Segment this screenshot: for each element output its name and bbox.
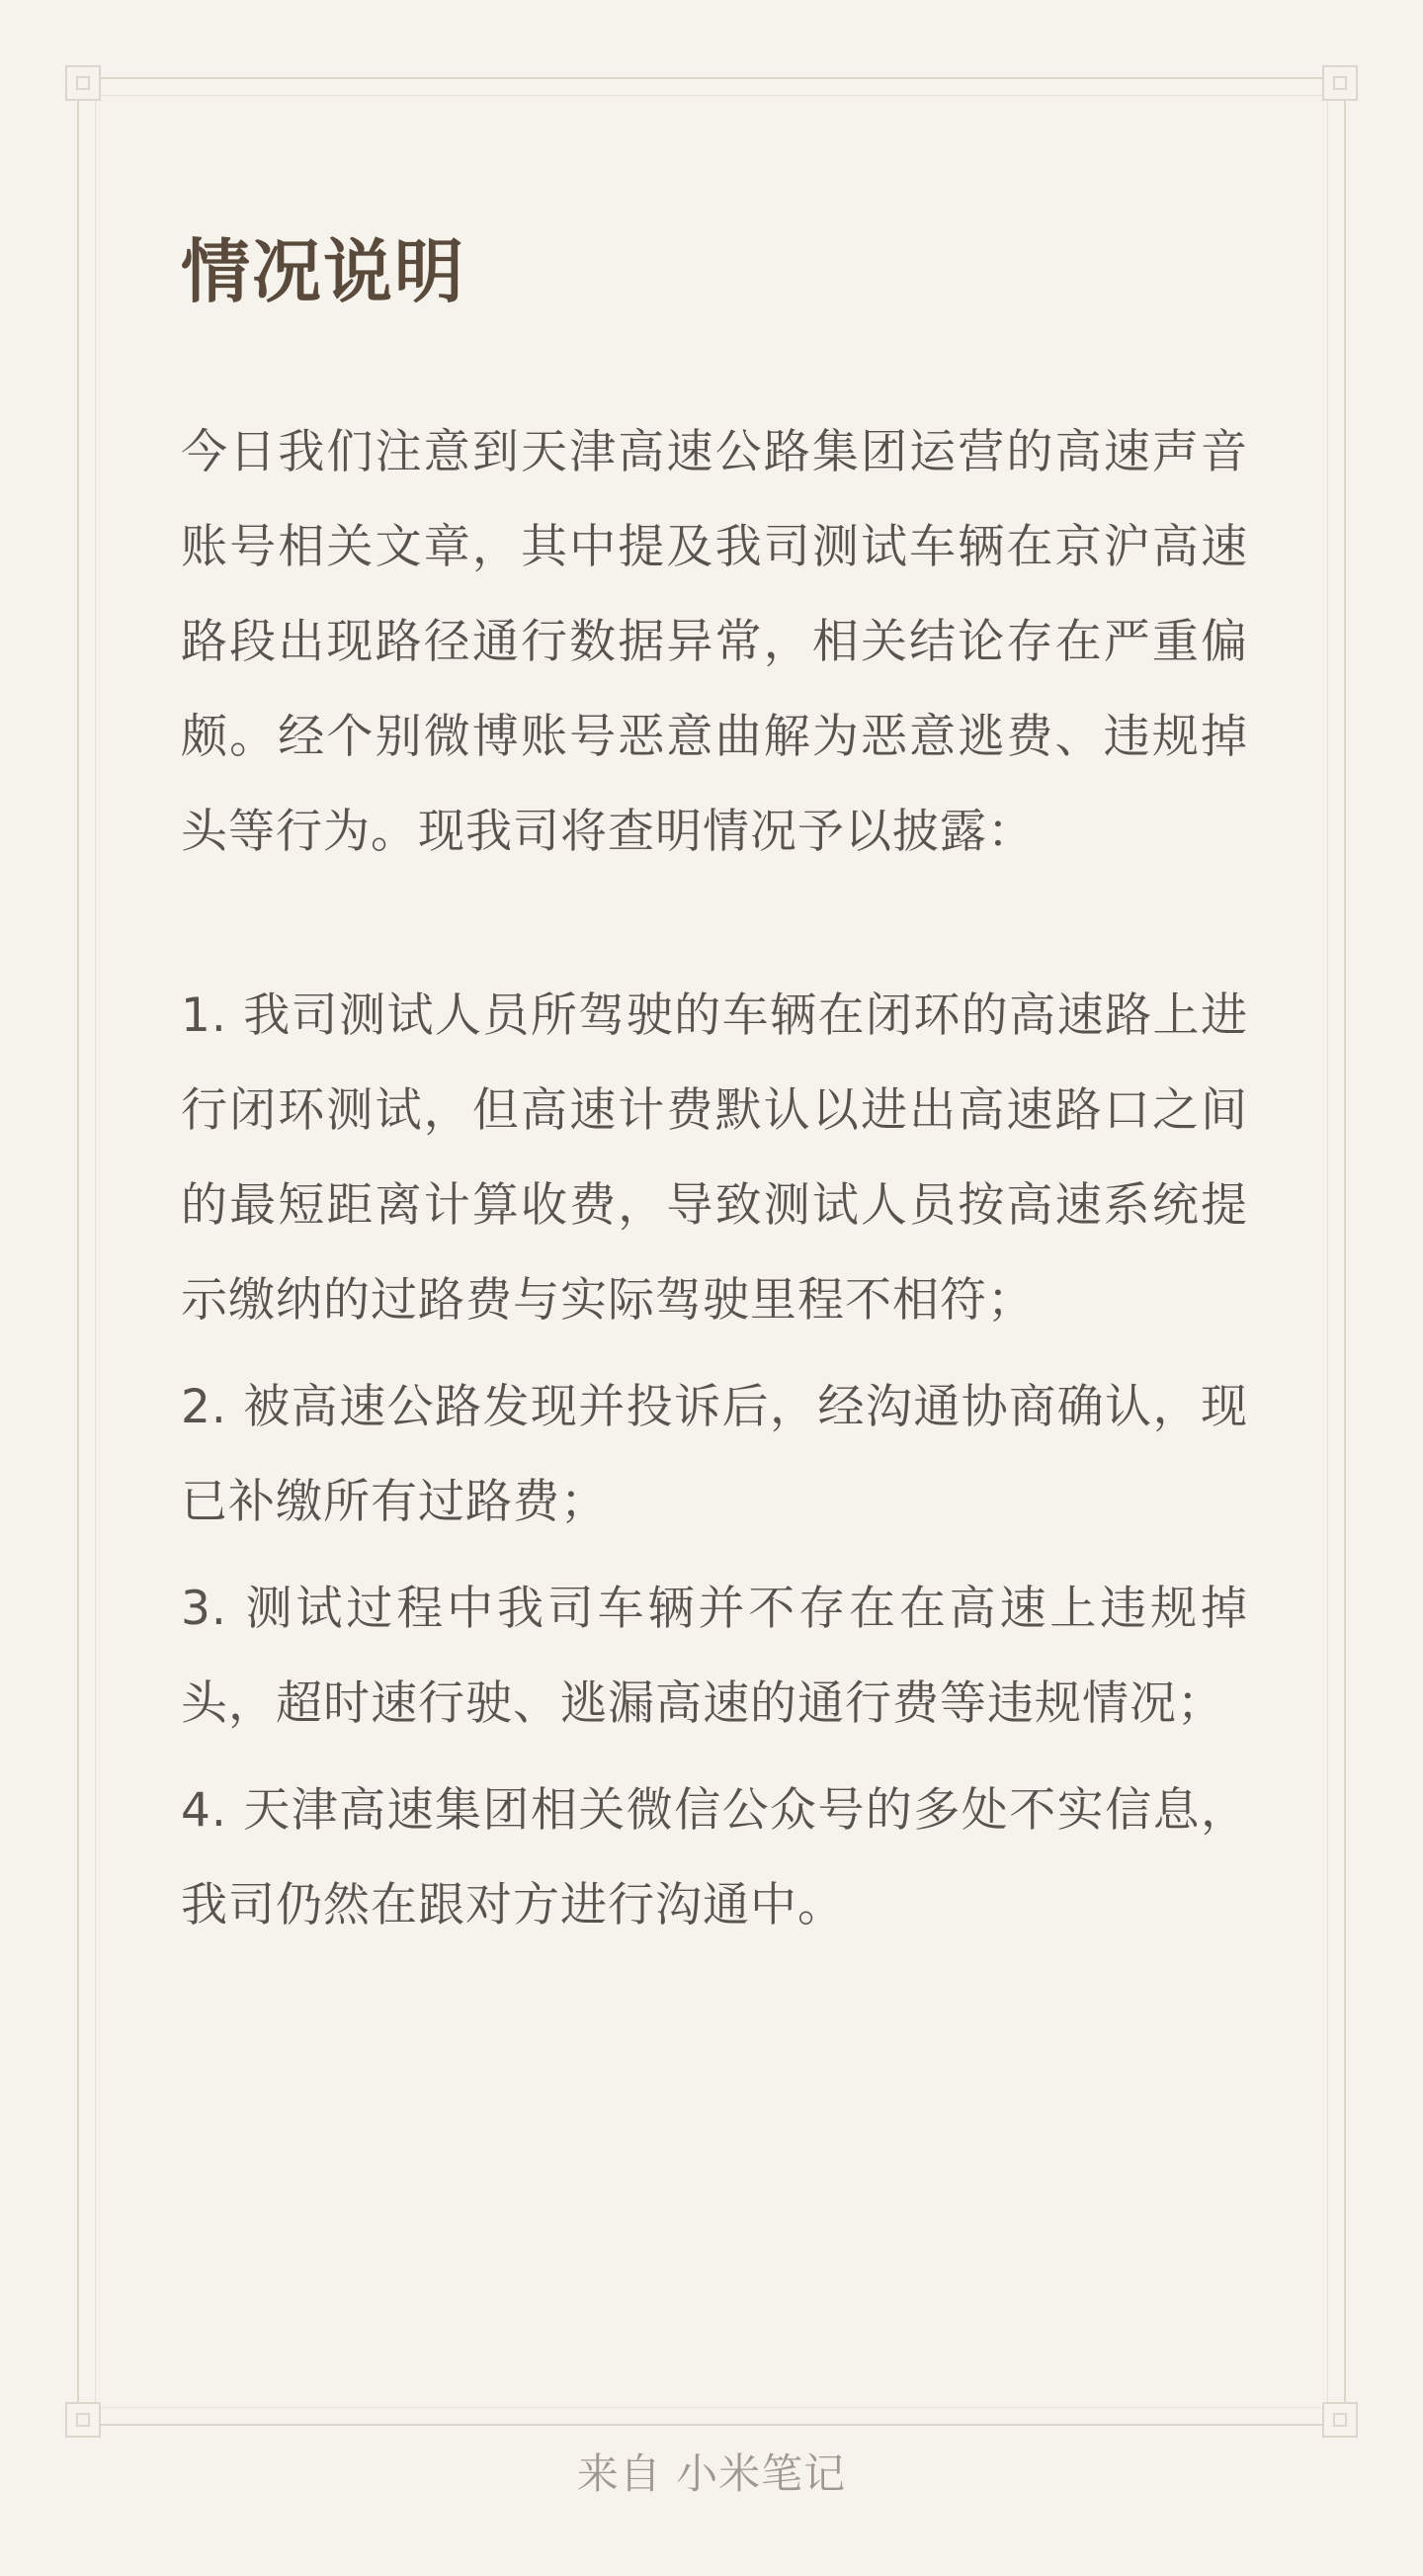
frame-corner-ornament [65, 2402, 101, 2438]
frame-corner-ornament [1322, 65, 1358, 101]
list-item: 3. 测试过程中我司车辆并不存在在高速上违规掉头，超时速行驶、逃漏高速的通行费等违规情况； [181, 1582, 1248, 1731]
intro-paragraph: 今日我们注意到天津高速公路集团运营的高速声音账号相关文章，其中提及我司测试车辆在京沪高速路段出现路径通行数据异常，相关结论存在严重偏颇。经个别微博账号恶意曲解为恶意逃费、违规掉头等行为。现我司将查明情况予以披露： [181, 425, 1248, 859]
frame-corner-ornament [1322, 2402, 1358, 2438]
list-item: 1. 我司测试人员所驾驶的车辆在闭环的高速路上进行闭环测试，但高速计费默认以进出高速路口之间的最短距离计算收费，导致测试人员按高速系统提示缴纳的过路费与实际驾驶里程不相符； [181, 988, 1248, 1328]
frame-corner-ornament [65, 65, 101, 101]
statement-list [181, 969, 1248, 1953]
source-footer: 来自 小米笔记 [576, 2449, 847, 2498]
note-title: 情况说明 [181, 231, 465, 312]
note-content [181, 208, 1248, 1965]
list-item: 4. 天津高速集团相关微信公众号的多处不实信息，我司仍然在跟对方进行沟通中。 [181, 1783, 1248, 1932]
list-item: 2. 被高速公路发现并投诉后，经沟通协商确认，现已补缴所有过路费； [181, 1380, 1248, 1529]
